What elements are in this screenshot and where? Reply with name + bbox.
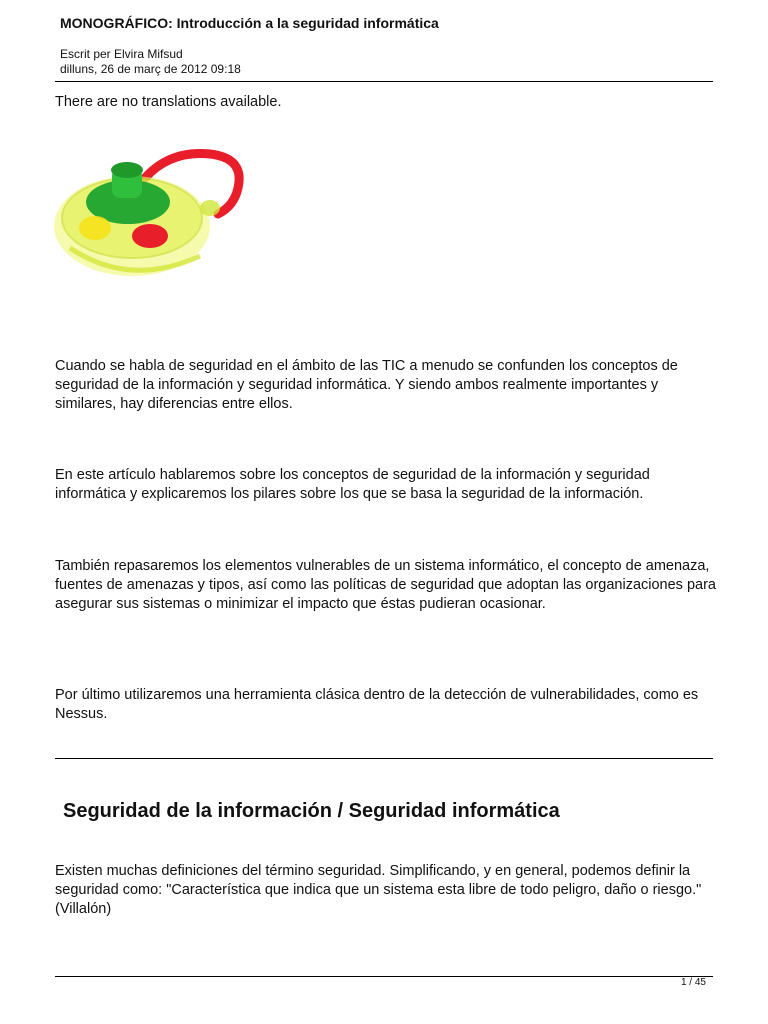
- padlock-illustration: [50, 148, 250, 288]
- red-wheel: [132, 224, 168, 248]
- paragraph-nessus: Por último utilizaremos una herramienta clásica dentro de la detección de vulnerabilidades, como es Nessus.: [55, 687, 699, 722]
- side-knob: [200, 200, 220, 216]
- paragraph-definition: Existen muchas definiciones del término seguridad. Simplificando, y en general, podemos definir la seguridad como: "Característica que indica que un sistema esta libre de todo peligro, daño o riesgo." (Villalón): [55, 863, 702, 917]
- paragraph-intro: Cuando se habla de seguridad en el ámbito de las TIC a menudo se confunden los conceptos de seguridad de la información y seguridad informática. Y siendo ambos realmente importantes y similares, hay diferencias entre ellos.: [55, 358, 678, 412]
- translations-notice: There are no translations available.: [55, 94, 282, 110]
- section-rule: [55, 758, 713, 759]
- date-line: dilluns, 26 de març de 2012 09:18: [60, 62, 241, 76]
- paragraph-threats: También repasaremos los elementos vulnerables de un sistema informático, el concepto de amenaza, fuentes de amenazas y tipos, así como las políticas de seguridad que adoptan las organizaciones para asegurar sus sistemas o minimizar el impacto que éstas pudieran ocasionar.: [55, 558, 716, 612]
- paragraph-article-scope: En este artículo hablaremos sobre los conceptos de seguridad de la información y seguridad informática y explicaremos los pilares sobre los que se basa la seguridad de la información.: [55, 467, 650, 502]
- footer-rule: [55, 976, 713, 977]
- document-title: MONOGRÁFICO: Introducción a la seguridad informática: [60, 15, 439, 31]
- page-number: 1 / 45: [680, 977, 706, 988]
- header-rule: [55, 81, 713, 82]
- section-heading: Seguridad de la información / Seguridad informática: [63, 800, 560, 822]
- yellow-wheel: [79, 216, 111, 240]
- dial-knob-top: [111, 162, 143, 178]
- author-line: Escrit per Elvira Mifsud: [60, 47, 183, 61]
